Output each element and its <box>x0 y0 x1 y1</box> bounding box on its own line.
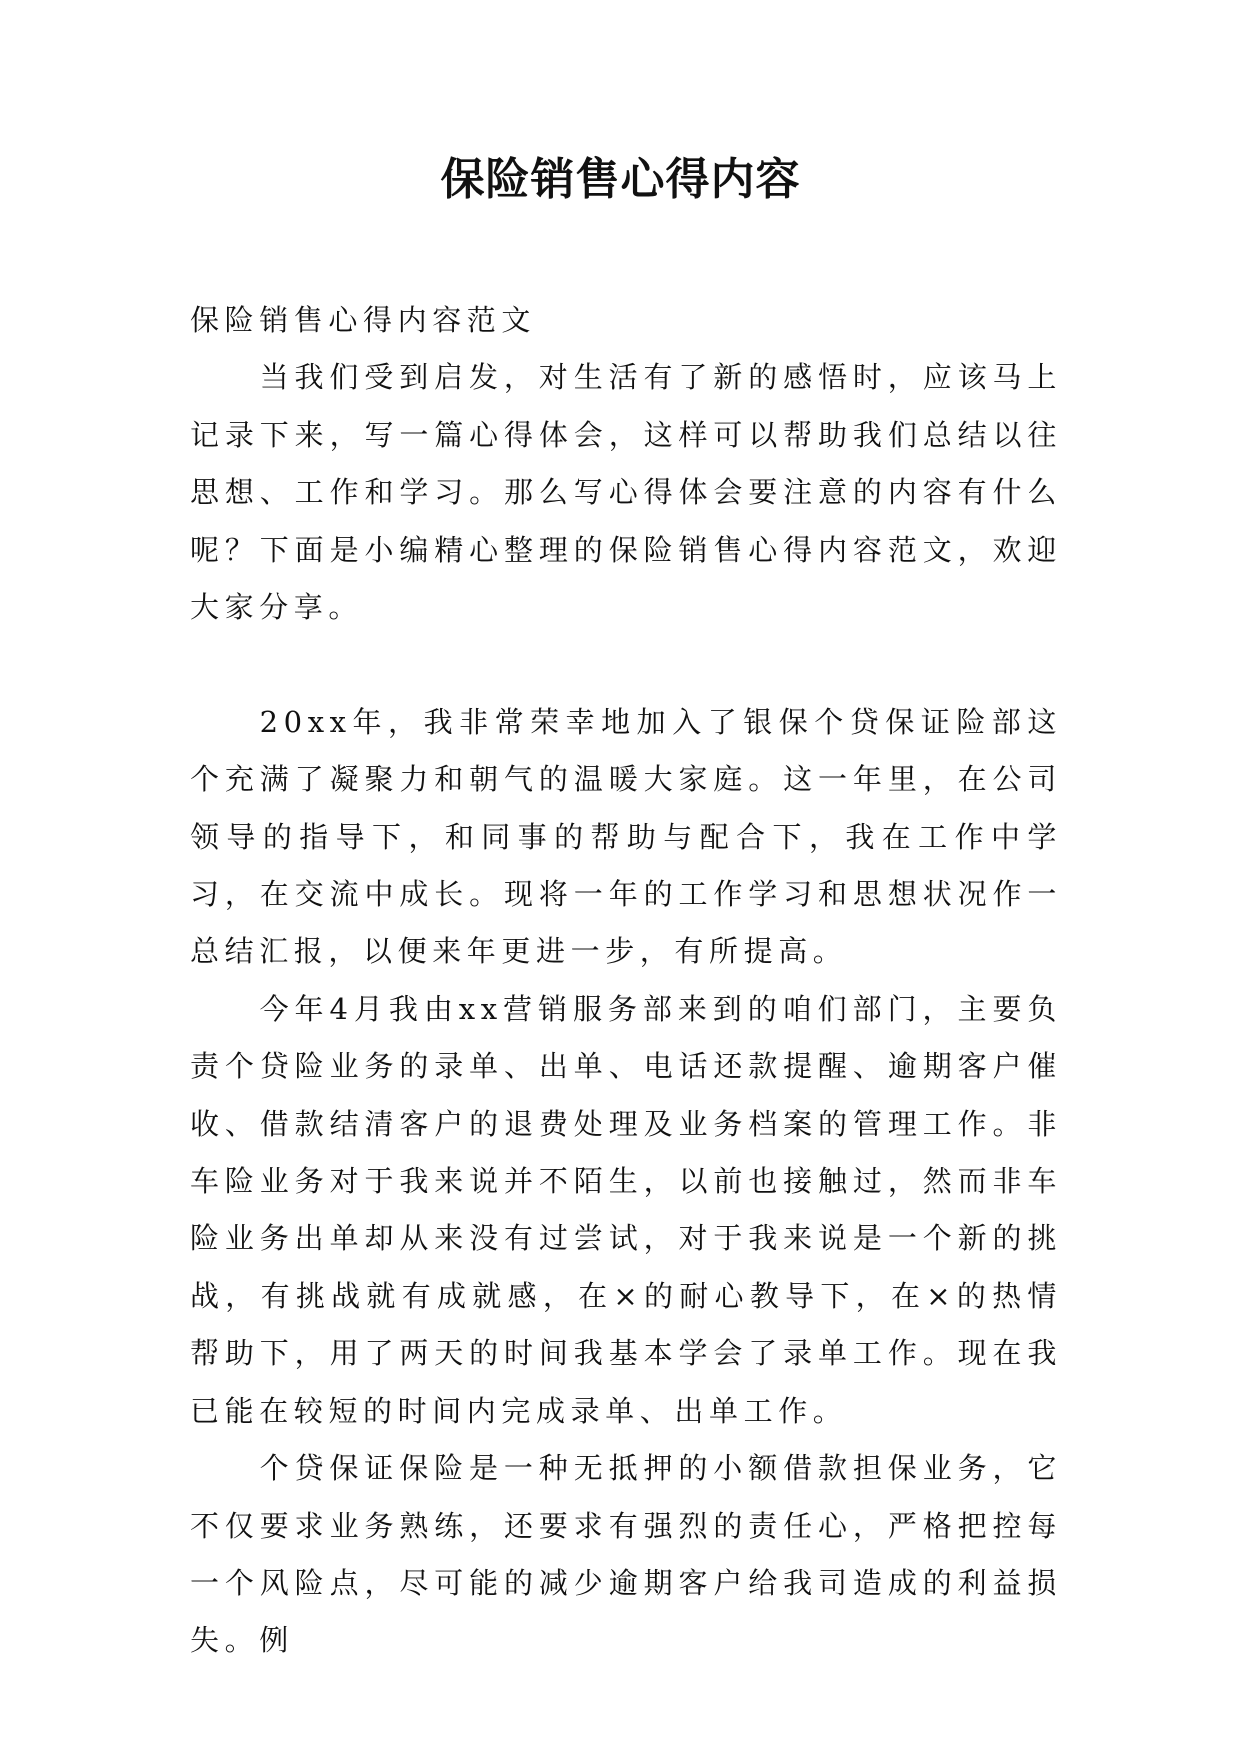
document-subtitle: 保险销售心得内容范文 <box>190 303 537 337</box>
paragraph-3: 个贷保证保险是一种无抵押的小额借款担保业务，它不仅要求业务熟练，还要求有强烈的责任心，严格把控每一个风险点，尽可能的减少逾期客户给我司造成的利益损失。例 <box>190 1451 1062 1658</box>
paragraph-intro: 当我们受到启发，对生活有了新的感悟时，应该马上记录下来，写一篇心得体会，这样可以帮助我们总结以往思想、工作和学习。那么写心得体会要注意的内容有什么呢？下面是小编精心整理的保险销售心得内容范文，欢迎大家分享。 <box>190 360 1062 625</box>
paragraph-2: 今年4月我由xx营销服务部来到的咱们部门，主要负责个贷险业务的录单、出单、电话还款提醒、逾期客户催收、借款结清客户的退费处理及业务档案的管理工作。非车险业务对于我来说并不陌生，以前也接触过，然而非车险业务出单却从来没有过尝试，对于我来说是一个新的挑战，有挑战就有成就感，在×的耐心教导下，在×的热情帮助下，用了两天的时间我基本学会了录单工作。现在我已能在较短的时间内完成录单、出单工作。 <box>190 991 1062 1428</box>
document-body <box>190 292 1062 1670</box>
document-title: 保险销售心得内容 <box>440 154 801 205</box>
paragraph-1: 20xx年，我非常荣幸地加入了银保个贷保证险部这个充满了凝聚力和朝气的温暖大家庭。这一年里，在公司领导的指导下，和同事的帮助与配合下，我在工作中学习，在交流中成长。现将一年的工作学习和思想状况作一总结汇报，以便来年更进一步，有所提高。 <box>190 704 1062 969</box>
paragraph-gap <box>190 636 1062 693</box>
